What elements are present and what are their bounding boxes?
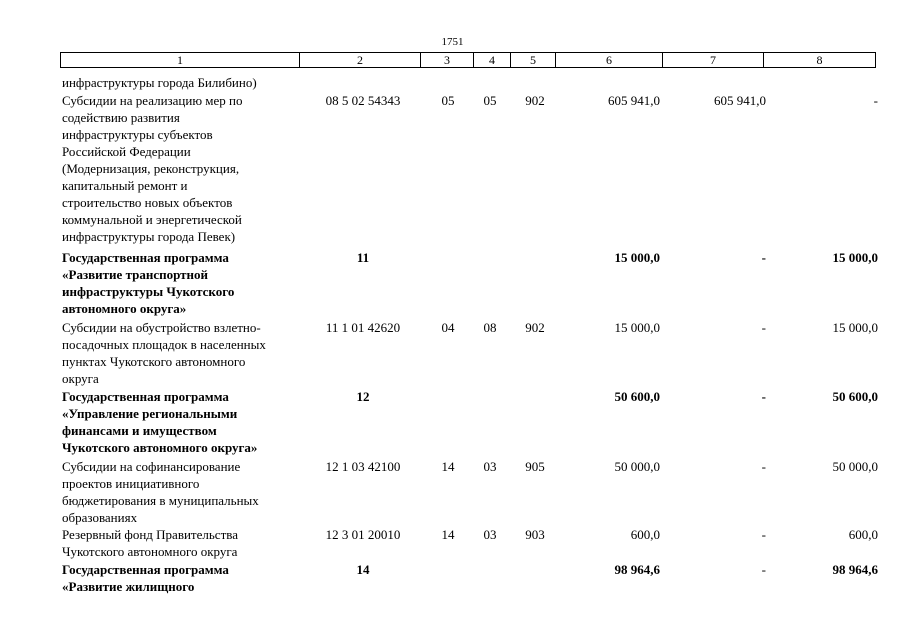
cell-ministry: 902 <box>525 320 545 335</box>
header-col-6: 6 <box>555 52 663 68</box>
header-col-5: 5 <box>510 52 556 68</box>
header-col-2: 2 <box>299 52 421 68</box>
cell-subsection: 03 <box>483 527 497 542</box>
cell-amount-regional: 50 600,0 <box>832 389 878 404</box>
cell-amount-regional: 15 000,0 <box>832 320 878 335</box>
cell-section: 14 <box>441 459 455 474</box>
cell-subsection: 03 <box>483 459 497 474</box>
header-col-1: 1 <box>60 52 300 68</box>
cell-amount-federal: - <box>761 250 766 265</box>
cell-amount-regional: 98 964,6 <box>832 562 878 577</box>
cell-code: 11 1 01 42620 <box>325 320 401 335</box>
cell-code: 14 <box>356 562 370 577</box>
cell-amount: 600,0 <box>630 527 660 542</box>
cell-ministry: 902 <box>525 93 545 108</box>
cell-amount-federal: - <box>761 527 766 542</box>
cell-subsection: 08 <box>483 320 497 335</box>
cell-section: 14 <box>441 527 455 542</box>
header-col-3: 3 <box>420 52 474 68</box>
cell-amount: 98 964,6 <box>614 562 660 577</box>
cell-amount-regional: 600,0 <box>848 527 878 542</box>
cell-section: 04 <box>441 320 455 335</box>
cell-name: Государственная программа «Управление региональными финансами и имуществом Чукотского автономного округа» <box>62 389 258 455</box>
cell-amount-federal: - <box>761 389 766 404</box>
cell-amount: 605 941,0 <box>608 93 660 108</box>
cell-amount: 15 000,0 <box>614 250 660 265</box>
header-col-7: 7 <box>662 52 764 68</box>
cell-amount-federal: - <box>761 562 766 577</box>
cell-code: 08 5 02 54343 <box>325 93 401 108</box>
cell-ministry: 905 <box>525 459 545 474</box>
cell-code: 12 3 01 20010 <box>325 527 401 542</box>
cell-name: Государственная программа «Развитие транспортной инфраструктуры Чукотского автономного округа» <box>62 250 235 316</box>
cell-code: 12 <box>356 389 370 404</box>
header-col-8: 8 <box>763 52 876 68</box>
header-col-4: 4 <box>473 52 511 68</box>
cell-amount: 15 000,0 <box>614 320 660 335</box>
cell-code: 11 <box>356 250 370 265</box>
cell-section: 05 <box>441 93 455 108</box>
cell-name: Субсидии на реализацию мер по содействию развития инфраструктуры субъектов Российской Федерации (Модернизация, реконструкция, капитальный ремонт и строительство новых объектов коммунальной и энергетической инфраструктуры города Певек) <box>62 93 243 244</box>
cell-amount-regional: 50 000,0 <box>832 459 878 474</box>
cell-amount-federal: - <box>761 320 766 335</box>
cell-name: Государственная программа «Развитие жилищного <box>62 562 229 594</box>
cell-name: Субсидии на софинансирование проектов инициативного бюджетирования в муниципальных образованиях <box>62 459 259 525</box>
cell-name: инфраструктуры города Билибино) <box>62 75 257 90</box>
cell-name: Субсидии на обустройство взлетно- посадочных площадок в населенных пунктах Чукотского автономного округа <box>62 320 266 386</box>
page-number: 1751 <box>441 36 464 48</box>
cell-ministry: 903 <box>525 527 545 542</box>
cell-amount-federal: - <box>761 459 766 474</box>
cell-subsection: 05 <box>483 93 497 108</box>
cell-name: Резервный фонд Правительства Чукотского автономного округа <box>62 527 238 559</box>
cell-amount-regional: - <box>873 93 878 108</box>
cell-amount-federal: 605 941,0 <box>714 93 766 108</box>
cell-amount-regional: 15 000,0 <box>832 250 878 265</box>
cell-code: 12 1 03 42100 <box>325 459 401 474</box>
cell-amount: 50 600,0 <box>614 389 660 404</box>
cell-amount: 50 000,0 <box>614 459 660 474</box>
